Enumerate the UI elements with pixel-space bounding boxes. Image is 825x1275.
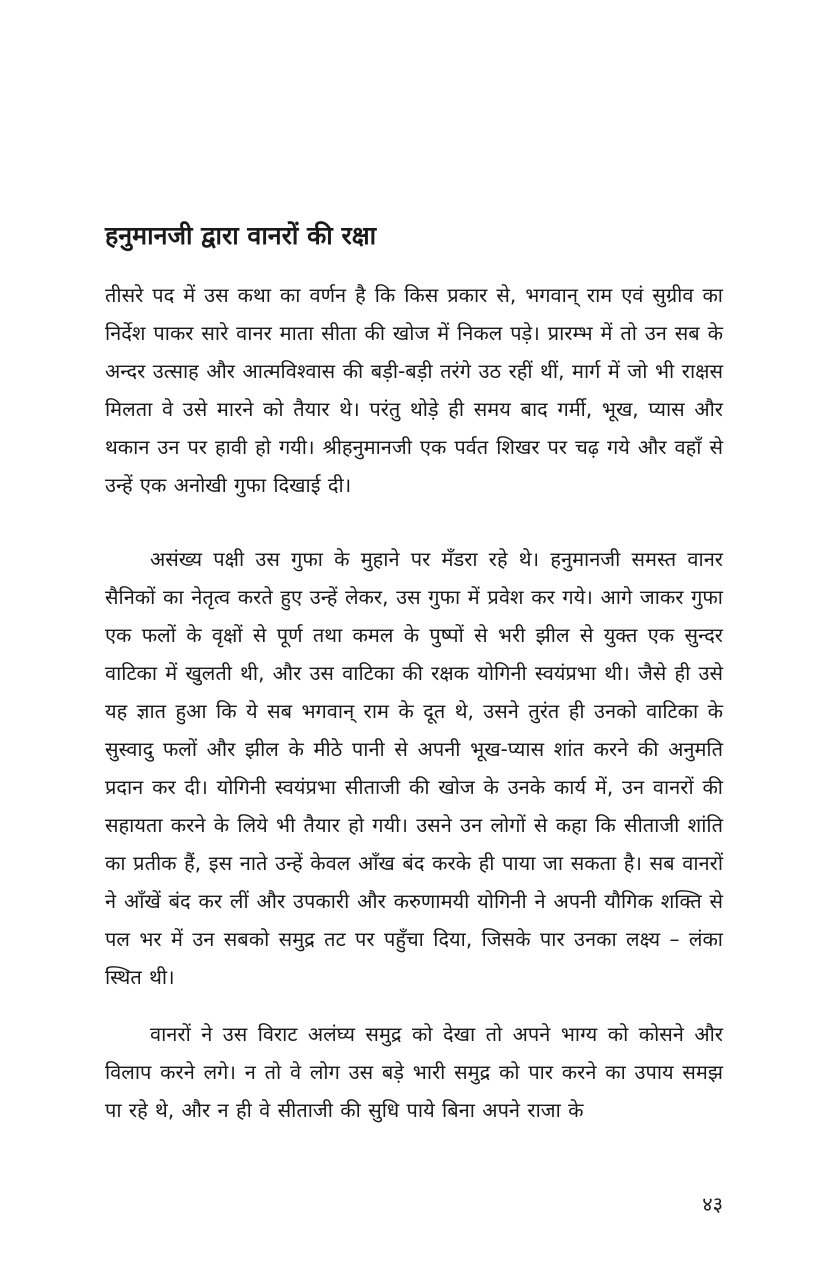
book-page: [105, 0, 723, 1275]
paragraph-3: वानरों ने उस विराट अलंघ्य समुद्र को देखा तो अपने भाग्य को कोसने और विलाप करने लगे। न तो वे लोग उस बड़े भारी समुद्र को पार करने का उपाय समझ पा रहे थे, और न ही वे सीताजी की सुधि पाये बिना अपने राजा के: [105, 1022, 723, 1122]
paragraph-2: असंख्य पक्षी उस गुफा के मुहाने पर मँडरा रहे थे। हनुमानजी समस्त वानर सैनिकों का नेतृत्व करते हुए उन्हें लेकर, उस गुफा में प्रवेश कर गये। आगे जाकर गुफा एक फलों के वृक्षों से पूर्ण तथा कमल के पुष्पों से भरी झील से युक्त एक सुन्दर वाटिका में खुलती थी, और उस वाटिका की रक्षक योगिनी स्वयंप्रभा थी। जैसे ही उसे यह ज्ञात हुआ कि ये सब भगवान् राम के दूत थे, उसने तुरंत ही उनको वाटिका के सुस्वादु फलों और झील के मीठे पानी से अपनी भूख-प्यास शांत करने की अनुमति प्रदान कर दी। योगिनी स्वयंप्रभा सीताजी की खोज के उनके कार्य में, उन वानरों की सहायता करने के लिये भी तैयार हो गयी। उसने उन लोगों से कहा कि सीताजी शांति का प्रतीक हैं, इस नाते उन्हें केवल आँख बंद करके ही पाया जा सकता है। सब वानरों ने आँखें बंद कर लीं और उपकारी और करुणामयी योगिनी ने अपनी यौगिक शक्ति से पल भर में उन सबको समुद्र तट पर पहुँचा दिया, जिसके पार उनका लक्ष्य – लंका स्थित थी।: [105, 547, 723, 989]
page-number: ४३: [702, 1192, 723, 1216]
paragraph-1: तीसरे पद में उस कथा का वर्णन है कि किस प्रकार से, भगवान् राम एवं सुग्रीव का निर्देश पाकर सारे वानर माता सीता की खोज में निकल पड़े। प्रारम्भ में तो उन सब के अन्दर उत्साह और आत्मविश्वास की बड़ी-बड़ी तरंगे उठ रहीं थीं, मार्ग में जो भी राक्षस मिलता वे उसे मारने को तैयार थे। परंतु थोड़े ही समय बाद गर्मी, भूख, प्यास और थकान उन पर हावी हो गयी। श्रीहनुमानजी एक पर्वत शिखर पर चढ़ गये और वहाँ से उन्हें एक अनोखी गुफा दिखाई दी।: [105, 283, 723, 497]
section-title: हनुमानजी द्वारा वानरों की रक्षा: [105, 221, 377, 250]
